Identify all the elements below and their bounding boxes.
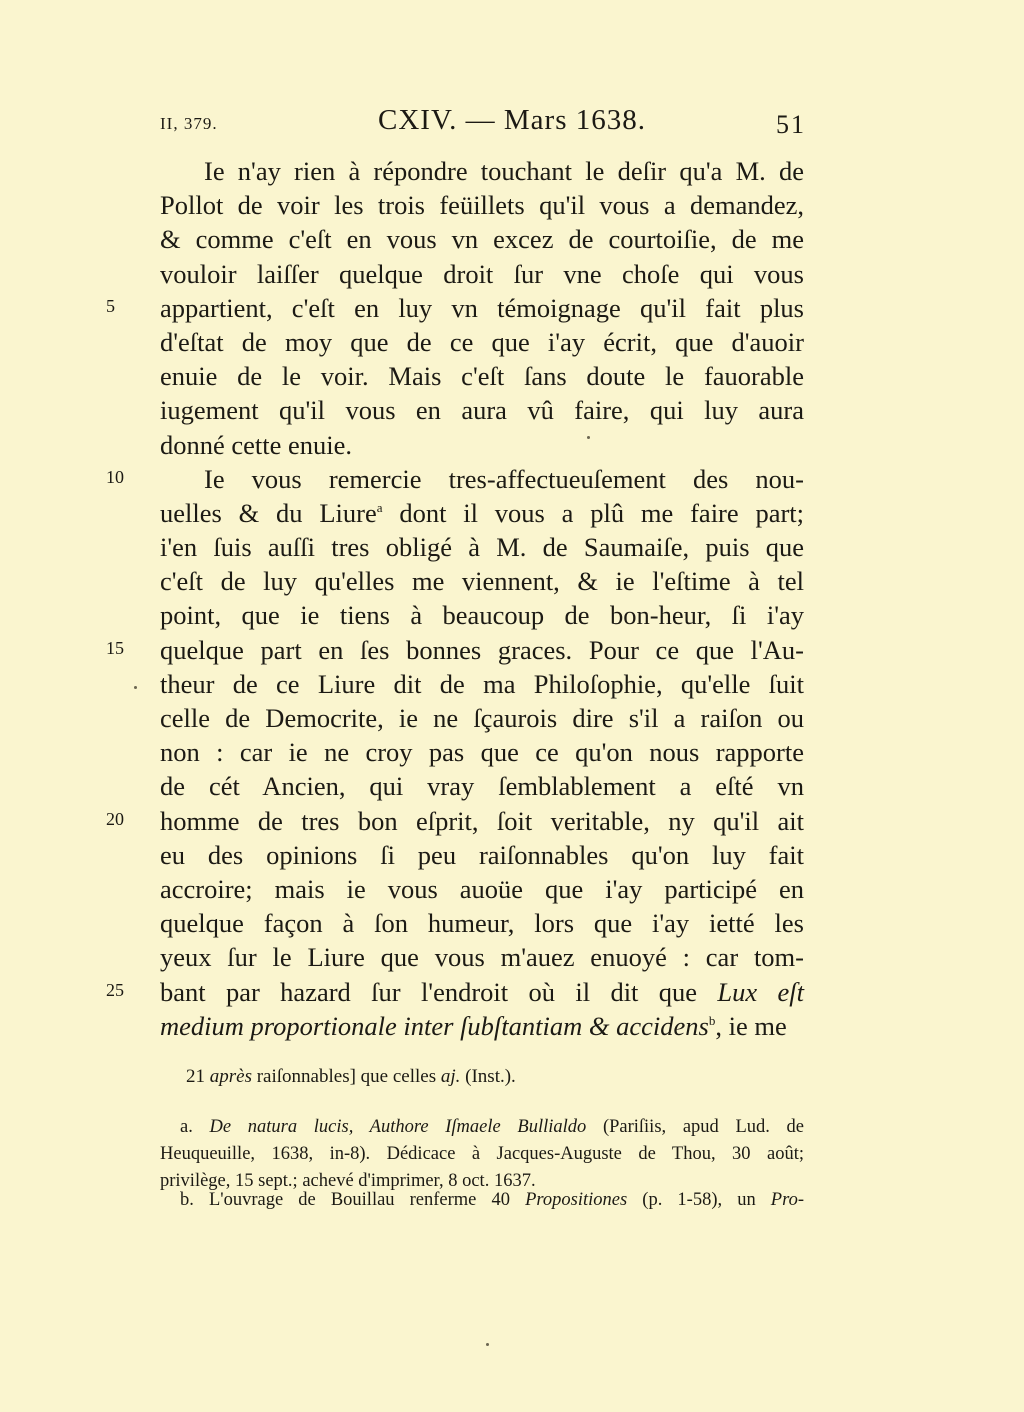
text-line-25 — [160, 975, 804, 1009]
text-line-13: c'eſt de luy qu'elles me viennent, & ie l'eſtime à tel — [160, 566, 804, 597]
footnote-b-pro: Pro- — [770, 1190, 805, 1210]
footnote-a-imprint: (Pariſiis, apud Lud. de — [602, 1117, 805, 1137]
line-number-10: 10 — [106, 467, 124, 487]
letter-text — [160, 154, 804, 1043]
variant-text: raiſonnables] que celles — [256, 1066, 437, 1087]
footnote-a-reference: a — [376, 499, 383, 515]
text-line-26 — [160, 1009, 804, 1043]
latin-quote-end: medium proportionale inter ſubſtantiam & accidens — [160, 1010, 709, 1041]
text-line-18: non : car ie ne croy pas que ce qu'on nous rapporte — [160, 737, 804, 768]
text-line-5: appartient, c'eſt en luy vn témoignage qu'il fait plus — [160, 292, 804, 323]
footnote-b-pages: (p. 1-58), un — [642, 1190, 756, 1210]
latin-quote-start: Lux eſt — [717, 976, 805, 1007]
text-line-7: enuie de le voir. Mais c'eſt ſans doute le fauorable — [160, 361, 804, 392]
ink-speck — [486, 1343, 489, 1346]
footnote-b-reference: b — [708, 1012, 716, 1028]
text-line-6: d'eſtat de moy que de ce que i'ay écrit, que d'auoir — [160, 326, 804, 357]
text-line-4: vouloir laiſſer quelque droit ſur vne choſe qui vous — [160, 258, 804, 289]
footnote-a-line-3: privilège, 15 sept.; achevé d'imprimer, 8 oct. 1637. — [160, 1171, 536, 1191]
footnote-a-label: a. — [180, 1117, 193, 1137]
text-line-26-end: , ie me — [715, 1010, 787, 1041]
text-line-19: de cét Ancien, qui vray ſemblablement a eſté vn — [160, 771, 804, 802]
line-number-15: 15 — [106, 638, 124, 658]
ink-speck — [134, 686, 137, 689]
text-line-8: iugement qu'il vous en aura vû faire, qui luy aura — [160, 395, 804, 426]
variant-reading — [186, 1066, 516, 1088]
text-line-21: eu des opinions ſi peu raiſonnables qu'on luy fait — [160, 839, 804, 870]
footnote-b-text: L'ouvrage de Bouillau renferme 40 — [208, 1190, 510, 1210]
footnote-b-line-1 — [160, 1187, 804, 1214]
page-title: CXIV. — Mars 1638. — [378, 104, 646, 136]
footnote-b — [160, 1187, 804, 1214]
footnote-a — [160, 1114, 804, 1195]
line-number-25: 25 — [106, 980, 124, 1000]
text-line-20: homme de tres bon eſprit, ſoit veritable, ny qu'il ait — [160, 805, 804, 836]
text-line-22: accroire; mais ie vous auoüe que i'ay participé en — [160, 873, 804, 904]
text-line-10: Ie vous remercie tres-affectueuſement des nou- — [204, 463, 804, 494]
variant-line-number: 21 — [186, 1066, 205, 1087]
text-line-12: i'en ſuis auſſi tres obligé à M. de Saumaiſe, puis que — [160, 532, 804, 563]
text-line-11 — [160, 496, 804, 530]
text-line-24: yeux ſur le Liure que vous m'auez enuoyé : car tom- — [160, 942, 804, 973]
text-line-14: point, que ie tiens à beaucoup de bon-heur, ſi i'ay — [160, 600, 804, 631]
page-number: 51 — [776, 110, 806, 139]
text-line-2: Pollot de voir les trois feüillets qu'il vous a demandez, — [160, 190, 804, 221]
text-line-11-end: dont il vous a plû me faire part; — [399, 497, 805, 528]
footnote-a-line-1 — [160, 1114, 804, 1141]
text-line-25-start: bant par hazard ſur l'endroit où il dit que — [160, 976, 698, 1007]
text-line-16: theur de ce Liure dit de ma Philoſophie, qu'elle ſuit — [160, 668, 804, 699]
line-number-5: 5 — [106, 296, 115, 316]
text-line-23: quelque façon à ſon humeur, lors que i'ay ietté les — [160, 908, 804, 939]
footnote-b-label: b. — [180, 1190, 194, 1210]
footnote-a-line-2: Heuqueuille, 1638, in-8). Dédicace à Jacques-Auguste de Thou, 30 août; — [160, 1144, 804, 1164]
text-line-3: & comme c'eſt en vous vn excez de courtoiſie, de me — [160, 224, 804, 255]
text-line-9: donné cette enuie. — [160, 429, 353, 460]
footnote-a-title: De natura lucis, Authore Iſmaele Bullialdo — [209, 1117, 587, 1137]
footnote-b-propositiones: Propositiones — [525, 1190, 628, 1210]
line-number-20: 20 — [106, 809, 124, 829]
variant-source: (Inst.). — [465, 1066, 516, 1087]
variant-apres: après — [209, 1066, 252, 1087]
text-line-17: celle de Democrite, ie ne ſçaurois dire s'il a raiſon ou — [160, 703, 804, 733]
text-line-11-start: uelles & du Liure — [160, 497, 377, 528]
variant-aj: aj. — [440, 1066, 461, 1087]
text-line-15: quelque part en ſes bonnes graces. Pour ce que l'Au- — [160, 634, 804, 665]
text-line-1: Ie n'ay rien à répondre touchant le deſir qu'a M. de — [204, 156, 804, 186]
ink-speck — [587, 436, 590, 439]
header-reference: II, 379. — [160, 114, 218, 133]
